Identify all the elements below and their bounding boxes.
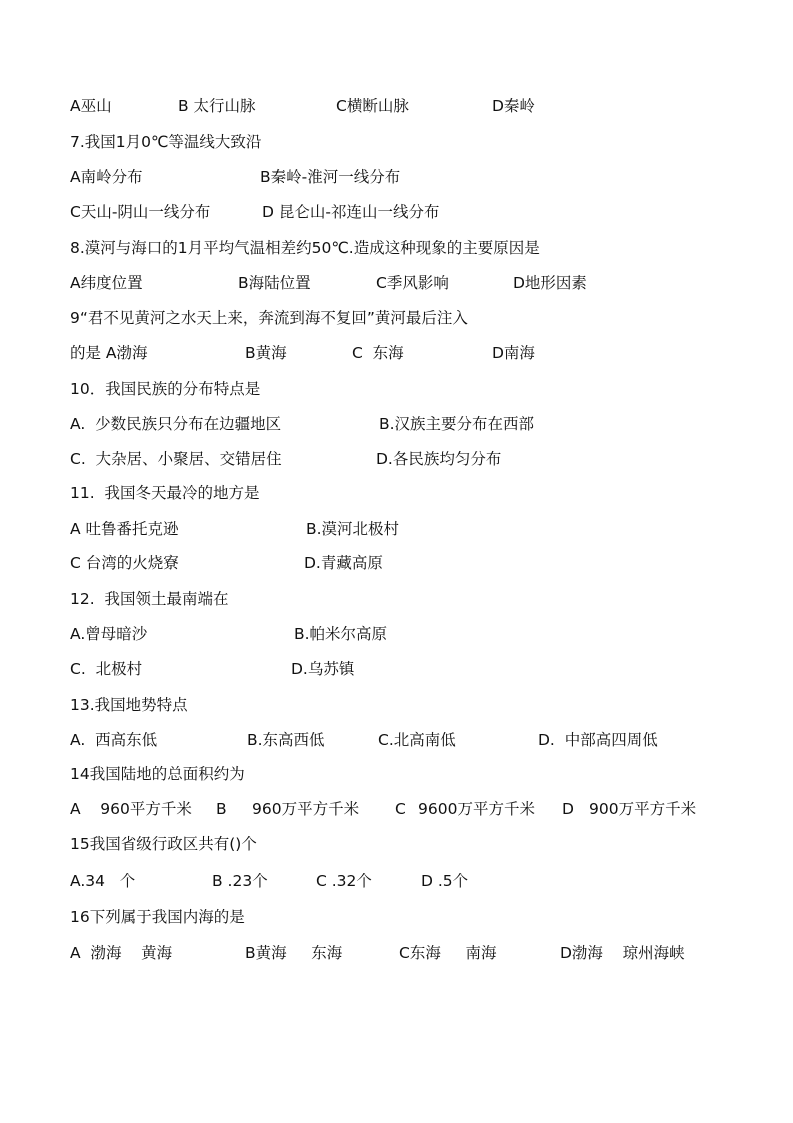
- option-c: C 东海: [352, 344, 404, 362]
- option-b: B 太行山脉: [178, 97, 256, 115]
- question-text: 9“君不见黄河之水天上来，奔流到海不复回”黄河最后注入: [70, 309, 468, 327]
- q12-options-cd: [70, 657, 355, 681]
- option-b: B.东高西低: [247, 731, 325, 749]
- q13-options: [70, 728, 658, 752]
- option-c: C. 大杂居、小聚居、交错居住: [70, 450, 282, 468]
- q7-question: [70, 130, 262, 154]
- option-d: D .5个: [421, 872, 469, 890]
- option-c: C. 北极村: [70, 660, 143, 678]
- option-a: A南岭分布: [70, 168, 143, 186]
- option-c: C 台湾的火烧寮: [70, 554, 179, 572]
- q11-options-ab: [70, 517, 400, 541]
- option-d: D.青藏高原: [304, 554, 383, 572]
- q9-question: [70, 306, 468, 330]
- option-a: 的是 A渤海: [70, 344, 148, 362]
- q10-options-cd: [70, 447, 502, 471]
- question-text: 13.我国地势特点: [70, 696, 188, 714]
- q12-question: [70, 587, 229, 611]
- q14-options: [70, 797, 697, 821]
- option-d: 900万平方千米: [589, 800, 697, 818]
- q8-options: [70, 271, 587, 295]
- question-text: 12. 我国领土最南端在: [70, 590, 229, 608]
- option-d: D. 中部高四周低: [538, 731, 658, 749]
- option-c-letter: C: [395, 800, 406, 818]
- q12-options-ab: [70, 622, 388, 646]
- option-a: A 渤海 黄海: [70, 944, 173, 962]
- option-d: D南海: [492, 344, 535, 362]
- option-b: B.帕米尔高原: [294, 625, 388, 643]
- option-c: 9600万平方千米: [418, 800, 535, 818]
- option-d: D.各民族均匀分布: [376, 450, 502, 468]
- option-b: B黄海: [245, 344, 287, 362]
- option-b: B海陆位置: [238, 274, 311, 292]
- q7-options-cd: [70, 200, 440, 224]
- option-c: C天山-阴山一线分布: [70, 203, 211, 221]
- option-b: B秦岭-淮河一线分布: [260, 168, 401, 186]
- option-a: A 960平方千米: [70, 800, 192, 818]
- option-d: D秦岭: [492, 97, 535, 115]
- option-a: A 吐鲁番托克逊: [70, 520, 179, 538]
- question-text: 15我国省级行政区共有()个: [70, 835, 257, 853]
- q14-question: [70, 762, 245, 786]
- option-d: D地形因素: [513, 274, 587, 292]
- option-a: A.34 个: [70, 872, 136, 890]
- option-d-letter: D: [562, 800, 574, 818]
- q16-options: [70, 941, 685, 965]
- option-d: D渤海 琼州海峡: [560, 944, 685, 962]
- option-a: A巫山: [70, 97, 112, 115]
- q13-question: [70, 693, 188, 717]
- option-c: C季风影响: [376, 274, 449, 292]
- option-c: C东海 南海: [399, 944, 497, 962]
- option-b-letter: B: [216, 800, 227, 818]
- question-text: 8.漠河与海口的1月平均气温相差约50℃.造成这种现象的主要原因是: [70, 239, 540, 257]
- question-text: 16下列属于我国内海的是: [70, 908, 245, 926]
- q15-question: [70, 832, 257, 856]
- q11-question: [70, 481, 260, 505]
- question-text: 14我国陆地的总面积约为: [70, 765, 245, 783]
- q16-question: [70, 905, 245, 929]
- option-b: B.汉族主要分布在西部: [379, 415, 535, 433]
- option-b: 960万平方千米: [252, 800, 360, 818]
- q10-options-ab: [70, 412, 535, 436]
- option-b: B .23个: [212, 872, 268, 890]
- option-b: B黄海 东海: [245, 944, 343, 962]
- q7-options-ab: [70, 165, 401, 189]
- option-a: A纬度位置: [70, 274, 143, 292]
- q11-options-cd: [70, 551, 383, 575]
- option-c: C.北高南低: [378, 731, 456, 749]
- option-a: A. 西高东低: [70, 731, 158, 749]
- q10-question: [70, 377, 261, 401]
- q9-options: [70, 341, 535, 365]
- option-c: C .32个: [316, 872, 372, 890]
- question-text: 7.我国1月0℃等温线大致沿: [70, 133, 262, 151]
- q15-options: [70, 869, 469, 893]
- option-b: B.漠河北极村: [306, 520, 400, 538]
- option-d: D.乌苏镇: [291, 660, 355, 678]
- question-text: 10．我国民族的分布特点是: [70, 380, 261, 398]
- q8-question: [70, 236, 540, 260]
- option-a: A.曾母暗沙: [70, 625, 148, 643]
- option-c: C横断山脉: [336, 97, 409, 115]
- q6-options: [70, 94, 535, 118]
- question-text: 11. 我国冬天最冷的地方是: [70, 484, 260, 502]
- option-a: A. 少数民族只分布在边疆地区: [70, 415, 282, 433]
- option-d: D 昆仑山-祁连山一线分布: [262, 203, 440, 221]
